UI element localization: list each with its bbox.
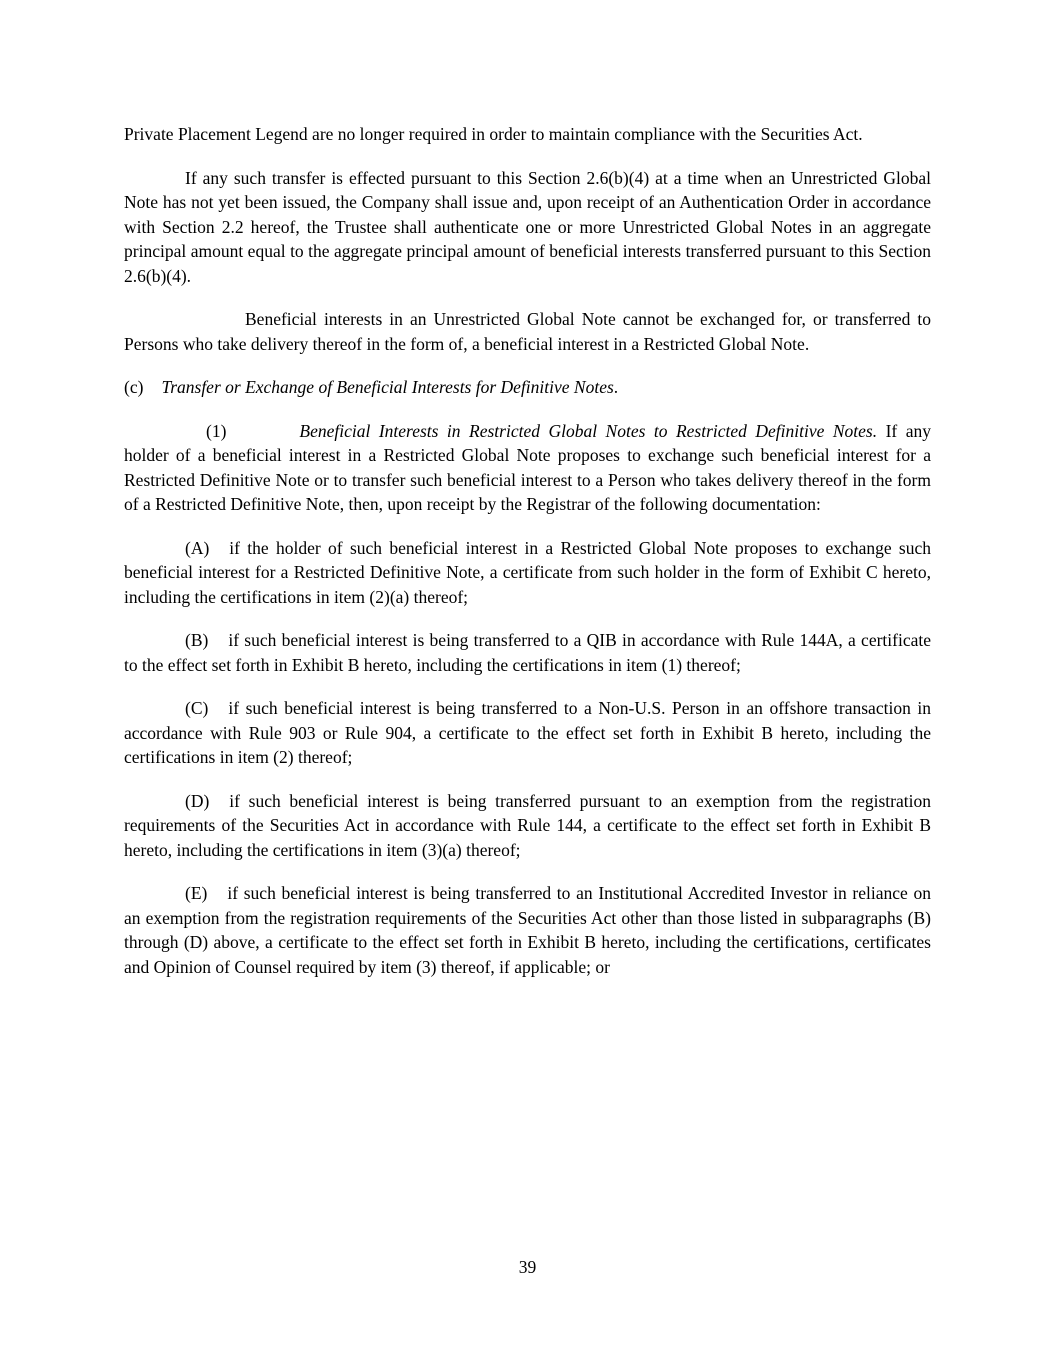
subclause-e-label: (E) (185, 883, 208, 903)
paragraph-securities-act: Private Placement Legend are no longer required in order to maintain compliance with the Securities Act. (124, 124, 863, 144)
clause-c-title: Transfer or Exchange of Beneficial Interests for Definitive Notes (161, 377, 614, 397)
subclause-a-text: if the holder of such beneficial interest in a Restricted Global Note proposes to exchange such beneficial interest for a Restricted Definitive Note, a certificate from such holder in the form of Exhibit C hereto, including the certifications in item (2)(a) thereof; (124, 537, 931, 607)
subclause-e-paragraph (124, 881, 931, 979)
subclause-b-paragraph (124, 628, 931, 677)
subclause-e-text: if such beneficial interest is being transferred to an Institutional Accredited Investor in reliance on an exemption from the registration requirements of the Securities Act other than those listed in subparagraphs (B) through (D) above, a certificate to the effect set forth in Exhibit B hereto, including the certifications, certificates and Opinion of Counsel required by item (3) thereof, if applicable; or (124, 883, 931, 977)
subclause-b-label: (B) (185, 630, 209, 650)
clause-c-heading (124, 375, 931, 400)
subclause-c-paragraph (124, 696, 931, 770)
subclause-d-text: if such beneficial interest is being transferred pursuant to an exemption from the registration requirements of the Securities Act in accordance with Rule 144, a certificate to the effect set forth in Exhibit B hereto, including the certifications in item (3)(a) thereof; (124, 790, 931, 860)
subclause-c-text: if such beneficial interest is being transferred to a Non-U.S. Person in an offshore transaction in accordance with Rule 903 or Rule 904, a certificate to the effect set forth in Exhibit B hereto, including the certifications in item (2) thereof; (124, 698, 931, 767)
subclause-c-label: (C) (185, 698, 209, 718)
clause-c-label: (c) (124, 377, 144, 397)
paragraph-transfer-section-2-6-b-4: If any such transfer is effected pursuant to this Section 2.6(b)(4) at a time when an Unrestricted Global Note has not yet been issued, the Company shall issue and, upon receipt of an Authentication Order in accordance with Section 2.2 hereof, the Trustee shall authenticate one or more Unrestricted Global Notes in an aggregate principal amount equal to the aggregate principal amount of beneficial interests transferred pursuant to this Section 2.6(b)(4). (124, 167, 931, 286)
clause-c-title-period: . (613, 377, 619, 397)
clause-1-body: If any holder of a beneficial interest in a Restricted Global Note proposes to exchange such beneficial interest for a Restricted Definitive Note or to transfer such beneficial interest to a Person who takes delivery thereof in the form of a Restricted Definitive Note, then, upon receipt by the Registrar of the following documentation: (124, 420, 931, 514)
page-number: 39 (518, 1257, 537, 1277)
clause-1-heading: Beneficial Interests in Restricted Global Notes to Restricted Definitive Notes. (299, 420, 878, 441)
subclause-d-paragraph (124, 789, 931, 863)
clause-1-paragraph (124, 419, 931, 517)
clause-1-label: (1) (206, 420, 227, 441)
subclause-a-paragraph (124, 536, 931, 610)
subclause-d-label: (D) (185, 790, 210, 811)
paragraph-unrestricted-global-note: Beneficial interests in an Unrestricted Global Note cannot be exchanged for, or transferred to Persons who take delivery thereof in the form of, a beneficial interest in a Restricted Global Note. (124, 309, 931, 354)
subclause-b-text: if such beneficial interest is being transferred to a QIB in accordance with Rule 144A, a certificate to the effect set forth in Exhibit B hereto, including the certifications in item (1) thereof; (124, 630, 931, 675)
subclause-a-label: (A) (185, 537, 210, 558)
document-body (124, 122, 931, 998)
